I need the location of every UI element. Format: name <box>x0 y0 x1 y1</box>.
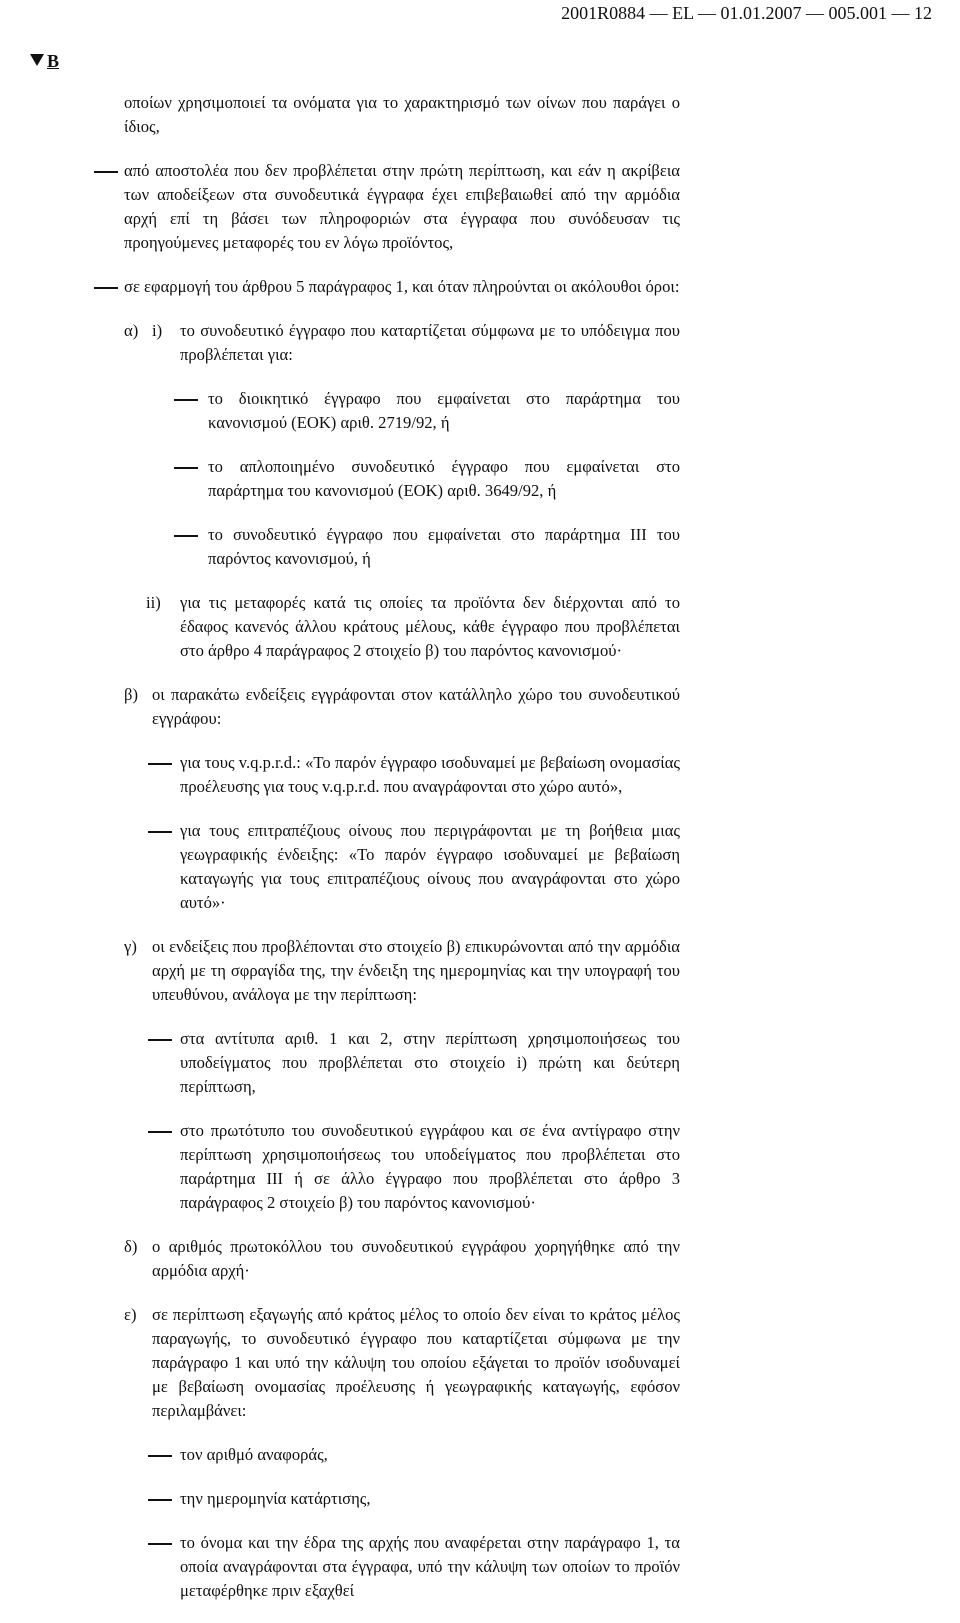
paragraph-continuation: οποίων χρησιμοποιεί τα ονόματα για το χαρακτηρισμό των οίνων που παράγει ο ίδιος, <box>124 93 680 136</box>
dash-icon <box>148 1499 172 1501</box>
list-item-e-text: σε περίπτωση εξαγωγής από κράτος μέλος το οποίο δεν είναι το κράτος μέλος παραγωγής, το συνοδευτικό έγγραφο που καταρτίζεται σύμφωνα με την παράγραφο 1 και υπό την κάλυψη του οποίου εξάγεται το προϊόν ισοδυναμεί με βεβαίωση ονομασίας προέλευσης ή γεωγραφικής καταγωγής, εφόσον περιλαμβάνει: <box>152 1305 680 1420</box>
dash-icon <box>148 1543 172 1545</box>
dash-item <box>124 455 680 503</box>
list-label-b: β) <box>124 685 138 704</box>
dash-item-text: την ημερομηνία κατάρτισης, <box>180 1489 371 1508</box>
list-item-d-text: ο αριθμός πρωτοκόλλου του συνοδευτικού εγγράφου χορηγήθηκε από την αρμόδια αρχή· <box>152 1237 680 1280</box>
indent-dash-item <box>124 159 680 255</box>
list-item-d <box>124 1235 680 1283</box>
dash-item <box>152 1487 680 1511</box>
dash-item <box>124 523 680 571</box>
dash-item-text: τον αριθμό αναφοράς, <box>180 1445 328 1464</box>
dash-icon <box>148 831 172 833</box>
dash-item-text: το διοικητικό έγγραφο που εμφαίνεται στο παράρτημα του κανονισμού (ΕΟΚ) αριθ. 2719/92, ή <box>208 389 680 432</box>
dash-item <box>152 1443 680 1467</box>
sub-item-i-text: το συνοδευτικό έγγραφο που καταρτίζεται σύμφωνα με το υπόδειγμα που προβλέπεται για: <box>180 321 680 364</box>
dash-item <box>152 1119 680 1215</box>
dash-icon <box>174 535 198 537</box>
sub-label-ii: ii) <box>146 593 161 612</box>
triangle-down-icon <box>30 54 44 66</box>
list-item-e <box>124 1303 680 1603</box>
indent-dash-item <box>124 275 680 299</box>
dash-item <box>152 1027 680 1099</box>
sub-item-ii <box>146 591 680 663</box>
document-body <box>124 91 680 1623</box>
dash-icon <box>148 1039 172 1041</box>
amendment-marker-letter: B <box>47 51 60 71</box>
dash-item-text: για τους επιτραπέζιους οίνους που περιγράφονται με τη βοήθεια μιας γεωγραφικής ένδειξης: «Το παρόν έγγραφο ισοδυναμεί με βεβαίωση καταγωγής για τους επιτραπέζιους οίνους που αναγράφονται στο χώρο αυτό»· <box>180 821 680 912</box>
dash-item-text: το συνοδευτικό έγγραφο που εμφαίνεται στο παράρτημα III του παρόντος κανονισμού, ή <box>208 525 680 568</box>
dash-icon <box>148 763 172 765</box>
dash-item <box>152 819 680 915</box>
amendment-marker <box>30 48 59 74</box>
dash-item <box>124 387 680 435</box>
page-header-reference: 2001R0884 — EL — 01.01.2007 — 005.001 — 12 <box>561 3 932 23</box>
dash-item <box>152 1531 680 1603</box>
dash-item-text: το όνομα και την έδρα της αρχής που αναφέρεται στην παράγραφο 1, τα οποία αναγράφονται στα έγγραφα, υπό την κάλυψη των οποίων το προϊόν μεταφέρθηκε πριν εξαχθεί <box>180 1533 680 1600</box>
list-label-a: α) <box>124 321 139 340</box>
dash-icon <box>174 467 198 469</box>
sub-item-i <box>152 319 680 367</box>
list-item-b-text: οι παρακάτω ενδείξεις εγγράφονται στον κατάλληλο χώρο του συνοδευτικού εγγράφου: <box>152 685 680 728</box>
list-label-c: γ) <box>124 937 137 956</box>
dash-item-text: στα αντίτυπα αριθ. 1 και 2, στην περίπτωση χρησιμοποιήσεως του υποδείγματος που προβλέπεται στο στοιχείο i) πρώτη και δεύτερη περίπτωση, <box>180 1029 680 1096</box>
sub-item-ii-text: για τις μεταφορές κατά τις οποίες τα προϊόντα δεν διέρχονται από το έδαφος κανενός άλλου κράτους μέλους, κάθε έγγραφο που προβλέπεται στο άρθρο 4 παράγραφος 2 στοιχείο β) του παρόντος κανονισμού· <box>180 593 680 660</box>
list-label-e: ε) <box>124 1305 137 1324</box>
list-item-c-text: οι ενδείξεις που προβλέπονται στο στοιχείο β) επικυρώνονται από την αρμόδια αρχή με τη σφραγίδα της, την ένδειξη της ημερομηνίας και την υπογραφή του υπευθύνου, ανάλογα με την περίπτωση: <box>152 937 680 1004</box>
dash-icon <box>148 1131 172 1133</box>
dash-icon <box>94 287 118 289</box>
dash-item-text: για τους v.q.p.r.d.: «Το παρόν έγγραφο ισοδυναμεί με βεβαίωση ονομασίας προέλευσης για τους v.q.p.r.d. που αναγράφονται στο χώρο αυτό», <box>180 753 680 796</box>
sub-label-i: i) <box>152 321 163 340</box>
dash-item-text: το απλοποιημένο συνοδευτικό έγγραφο που εμφαίνεται στο παράρτημα του κανονισμού (ΕΟΚ) αριθ. 3649/92, ή <box>208 457 680 500</box>
list-item-c <box>124 935 680 1215</box>
dash-icon <box>94 171 118 173</box>
dash-item <box>152 751 680 799</box>
list-label-d: δ) <box>124 1237 138 1256</box>
dash-icon <box>174 399 198 401</box>
indent-dash-text: σε εφαρμογή του άρθρου 5 παράγραφος 1, και όταν πληρούνται οι ακόλουθοι όροι: <box>124 277 680 296</box>
indent-dash-text: από αποστολέα που δεν προβλέπεται στην πρώτη περίπτωση, και εάν η ακρίβεια των αποδείξεων στα συνοδευτικά έγγραφα έχει επιβεβαιωθεί από την αρμόδια αρχή επί τη βάσει των πληροφοριών στα έγγραφα που συνόδευσαν τις προηγούμενες μεταφορές του εν λόγω προϊόντος, <box>124 161 680 252</box>
list-item-b <box>124 683 680 915</box>
dash-item-text: στο πρωτότυπο του συνοδευτικού εγγράφου και σε ένα αντίγραφο στην περίπτωση χρησιμοποιήσεως του υποδείγματος που προβλέπεται στο παράρτημα III ή σε άλλο έγγραφο που προβλέπεται στο άρθρο 3 παράγραφος 2 στοιχείο β) του παρόντος κανονισμού· <box>180 1121 680 1212</box>
list-item-a <box>124 319 680 663</box>
dash-icon <box>148 1455 172 1457</box>
